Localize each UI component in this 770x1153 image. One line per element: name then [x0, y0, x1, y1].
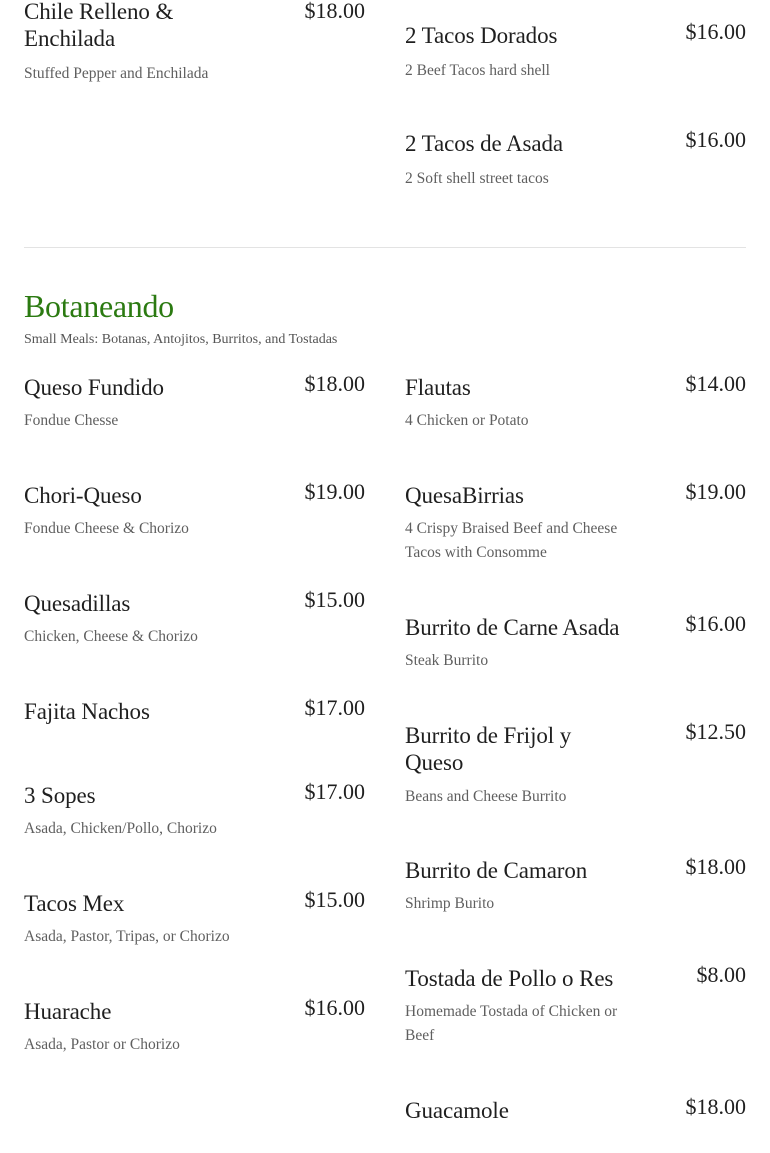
- menu-item-price: $19.00: [304, 479, 365, 504]
- menu-item-price: $17.00: [304, 779, 365, 804]
- menu-item-description: Stuffed Pepper and Enchilada: [24, 65, 209, 82]
- menu-item-description: Asada, Pastor or Chorizo: [24, 1036, 180, 1053]
- menu-item-description: Asada, Chicken/Pollo, Chorizo: [24, 820, 217, 837]
- menu-item-price: $16.00: [304, 995, 365, 1020]
- menu-item-price: $16.00: [685, 19, 746, 44]
- menu-item-description: Beans and Cheese Burrito: [405, 788, 567, 805]
- menu-item-description: Asada, Pastor, Tripas, or Chorizo: [24, 928, 230, 945]
- menu-item-name: Tacos Mex: [24, 891, 125, 916]
- menu-item-price: $15.00: [304, 587, 365, 612]
- menu-item-price: $19.00: [685, 479, 746, 504]
- section-divider: [24, 247, 746, 248]
- menu-item-description: 2 Soft shell street tacos: [405, 170, 549, 187]
- section-title: Botaneando: [24, 288, 174, 324]
- menu-item-name: Tostada de Pollo o Res: [405, 966, 614, 991]
- menu-item-name: Chile Relleno & Enchilada: [24, 0, 174, 51]
- menu-item-name: Guacamole: [405, 1098, 509, 1123]
- menu-item-price: $17.00: [304, 695, 365, 720]
- menu-item-price: $18.00: [304, 0, 365, 23]
- menu-item-name: Queso Fundido: [24, 375, 164, 400]
- menu-item-description: 4 Crispy Braised Beef and Cheese Tacos with Consomme: [405, 520, 618, 561]
- menu-item-description: Fondue Chesse: [24, 412, 119, 429]
- menu-item-price: $18.00: [685, 854, 746, 879]
- menu-item-price: $12.50: [685, 719, 746, 744]
- menu-item-price: $18.00: [304, 371, 365, 396]
- menu-item-description: Shrimp Burito: [405, 895, 495, 912]
- menu-item-description: Steak Burrito: [405, 652, 489, 669]
- menu-item-description: 4 Chicken or Potato: [405, 412, 529, 429]
- menu-item-name: Burrito de Carne Asada: [405, 615, 620, 640]
- menu-item-name: QuesaBirrias: [405, 483, 524, 508]
- menu-item-description: Chicken, Cheese & Chorizo: [24, 628, 198, 645]
- menu-item-price: $8.00: [696, 962, 746, 987]
- menu-item-description: Fondue Cheese & Chorizo: [24, 520, 189, 537]
- menu-item-description: Homemade Tostada of Chicken or Beef: [405, 1003, 618, 1044]
- menu-item-name: 2 Tacos de Asada: [405, 131, 563, 156]
- menu-item-description: 2 Beef Tacos hard shell: [405, 62, 550, 79]
- menu-item-name: Chori-Queso: [24, 483, 142, 508]
- menu-item-name: Fajita Nachos: [24, 699, 150, 724]
- menu-item-price: $16.00: [685, 611, 746, 636]
- menu-item-price: $18.00: [685, 1094, 746, 1119]
- menu-item-name: Flautas: [405, 375, 471, 400]
- menu-item-price: $16.00: [685, 127, 746, 152]
- menu-item-name: Burrito de Frijol y Queso: [405, 723, 572, 775]
- menu-item-name: Quesadillas: [24, 591, 131, 616]
- menu-item-name: 2 Tacos Dorados: [405, 23, 558, 48]
- menu-item-name: Huarache: [24, 999, 112, 1024]
- menu-item-name: Burrito de Camaron: [405, 858, 588, 883]
- menu-item-name: 3 Sopes: [24, 783, 96, 808]
- menu-item-price: $14.00: [685, 371, 746, 396]
- section-subtitle: Small Meals: Botanas, Antojitos, Burritos, and Tostadas: [24, 332, 338, 347]
- menu-item-price: $15.00: [304, 887, 365, 912]
